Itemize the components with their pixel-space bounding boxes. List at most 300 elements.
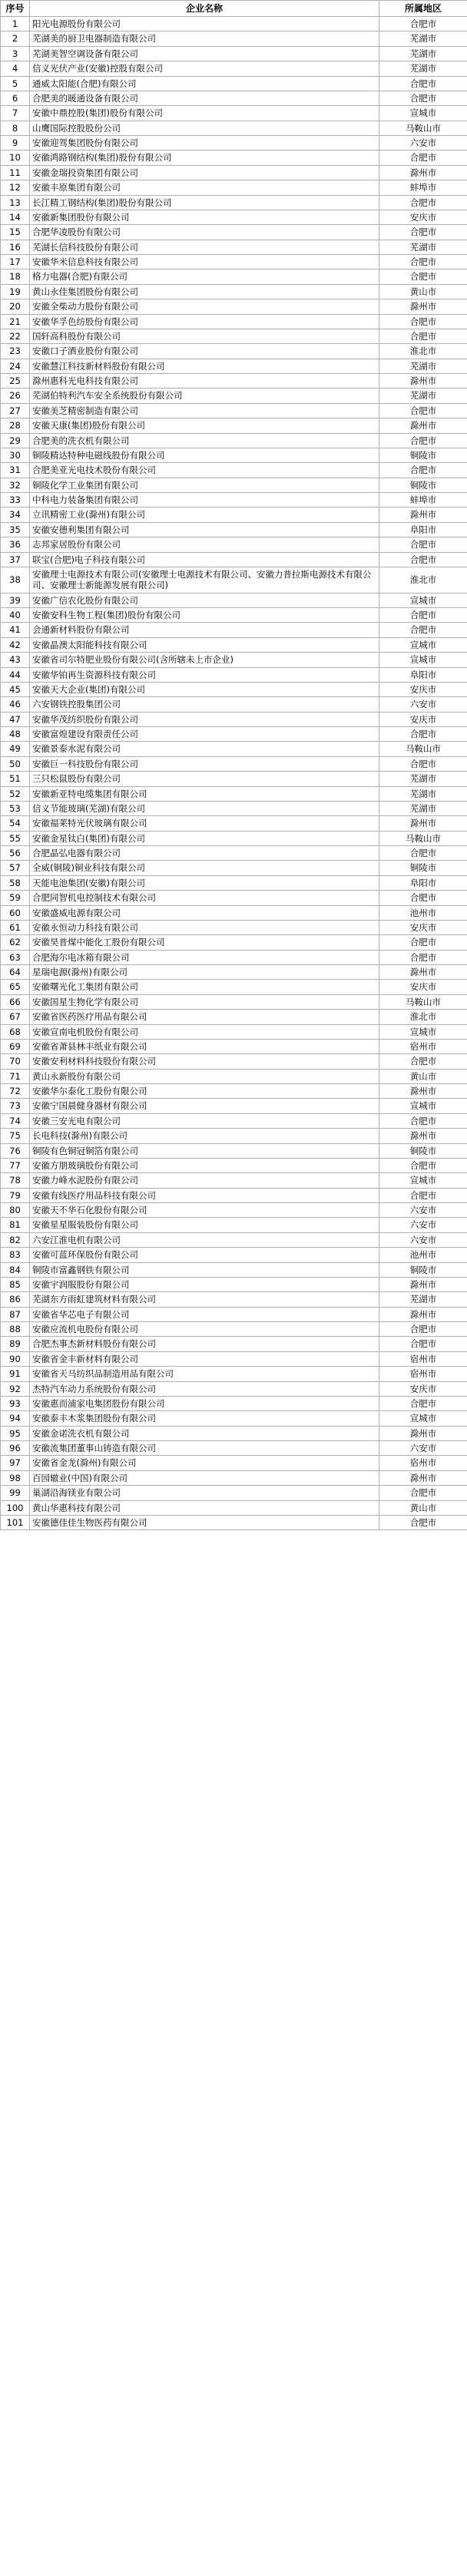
cell-region: 宿州市 xyxy=(379,1351,467,1366)
cell-enterprise-name: 安徽永恒动力科技有限公司 xyxy=(30,920,379,934)
cell-enterprise-name: 志邦家居股份有限公司 xyxy=(30,537,379,552)
cell-region: 合肥市 xyxy=(379,727,467,742)
cell-index: 12 xyxy=(1,180,30,195)
cell-index: 26 xyxy=(1,389,30,403)
cell-region: 滁州市 xyxy=(379,1129,467,1143)
cell-index: 41 xyxy=(1,623,30,637)
cell-region: 池州市 xyxy=(379,905,467,920)
cell-enterprise-name: 合肥华凌股份有限公司 xyxy=(30,225,379,240)
cell-index: 50 xyxy=(1,756,30,771)
cell-region: 铜陵市 xyxy=(379,1143,467,1158)
cell-region: 阜阳市 xyxy=(379,667,467,682)
cell-index: 4 xyxy=(1,61,30,76)
table-row xyxy=(1,463,467,478)
cell-enterprise-name: 合肥海尔电冰箱有限公司 xyxy=(30,950,379,964)
cell-index: 65 xyxy=(1,980,30,994)
cell-region: 六安市 xyxy=(379,1441,467,1456)
table-row xyxy=(1,801,467,815)
column-header-index: 序号 xyxy=(1,1,30,17)
cell-index: 9 xyxy=(1,136,30,150)
cell-index: 33 xyxy=(1,493,30,508)
cell-region: 合肥市 xyxy=(379,935,467,950)
cell-enterprise-name: 信义节能玻璃(芜湖)有限公司 xyxy=(30,801,379,815)
table-row xyxy=(1,1248,467,1262)
table-row xyxy=(1,121,467,135)
table-row xyxy=(1,1515,467,1529)
table-row xyxy=(1,1203,467,1218)
cell-region: 宣城市 xyxy=(379,106,467,121)
cell-region: 合肥市 xyxy=(379,623,467,637)
table-row xyxy=(1,637,467,652)
cell-enterprise-name: 巢湖沿海镁业有限公司 xyxy=(30,1486,379,1500)
cell-index: 38 xyxy=(1,567,30,593)
cell-index: 54 xyxy=(1,816,30,831)
cell-index: 77 xyxy=(1,1158,30,1172)
cell-index: 22 xyxy=(1,329,30,343)
cell-region: 安庆市 xyxy=(379,980,467,994)
table-row xyxy=(1,552,467,567)
cell-index: 6 xyxy=(1,91,30,105)
cell-index: 10 xyxy=(1,150,30,165)
cell-enterprise-name: 安徽宣南电机股份有限公司 xyxy=(30,1024,379,1039)
cell-enterprise-name: 合肥同智机电控制技术有限公司 xyxy=(30,891,379,905)
cell-region: 铜陵市 xyxy=(379,478,467,492)
cell-index: 62 xyxy=(1,935,30,950)
cell-region: 合肥市 xyxy=(379,846,467,861)
cell-index: 64 xyxy=(1,965,30,980)
table-row xyxy=(1,816,467,831)
cell-region: 滁州市 xyxy=(379,508,467,522)
table-row xyxy=(1,712,467,726)
cell-index: 43 xyxy=(1,653,30,667)
cell-enterprise-name: 长电科技(滁州)有限公司 xyxy=(30,1129,379,1143)
cell-index: 71 xyxy=(1,1069,30,1083)
cell-index: 70 xyxy=(1,1054,30,1069)
table-row xyxy=(1,1024,467,1039)
cell-enterprise-name: 安徽新集团股份有限公司 xyxy=(30,210,379,224)
table-row xyxy=(1,950,467,964)
table-row xyxy=(1,772,467,786)
table-row xyxy=(1,861,467,875)
cell-index: 39 xyxy=(1,593,30,607)
cell-enterprise-name: 安徽华铂再生资源科技有限公司 xyxy=(30,667,379,682)
cell-index: 92 xyxy=(1,1381,30,1396)
cell-index: 68 xyxy=(1,1024,30,1039)
cell-region: 六安市 xyxy=(379,136,467,150)
table-row xyxy=(1,905,467,920)
cell-region: 宣城市 xyxy=(379,653,467,667)
cell-enterprise-name: 安徽曙光化工集团有限公司 xyxy=(30,980,379,994)
cell-region: 滁州市 xyxy=(379,299,467,314)
cell-region: 安庆市 xyxy=(379,1381,467,1396)
cell-enterprise-name: 安徽金诺洗衣机有限公司 xyxy=(30,1426,379,1440)
cell-index: 32 xyxy=(1,478,30,492)
table-row xyxy=(1,359,467,373)
cell-region: 合肥市 xyxy=(379,891,467,905)
table-row xyxy=(1,682,467,696)
cell-region: 合肥市 xyxy=(379,1158,467,1172)
cell-enterprise-name: 芜湖东方雨虹建筑材料有限公司 xyxy=(30,1292,379,1307)
table-row xyxy=(1,1441,467,1456)
cell-enterprise-name: 安徽惠而浦家电集团股份有限公司 xyxy=(30,1396,379,1410)
cell-enterprise-name: 安徽流集团董事山铸造有限公司 xyxy=(30,1441,379,1456)
cell-enterprise-name: 合肥晶弘电器有限公司 xyxy=(30,846,379,861)
cell-index: 16 xyxy=(1,240,30,254)
table-row xyxy=(1,478,467,492)
cell-region: 合肥市 xyxy=(379,329,467,343)
cell-region: 合肥市 xyxy=(379,225,467,240)
cell-enterprise-name: 安徽省萧县林丰纸业有限公司 xyxy=(30,1039,379,1053)
cell-enterprise-name: 格力电器(合肥)有限公司 xyxy=(30,270,379,284)
table-row xyxy=(1,846,467,861)
table-row xyxy=(1,1173,467,1188)
cell-region: 铜陵市 xyxy=(379,1262,467,1277)
cell-region: 宣城市 xyxy=(379,593,467,607)
cell-enterprise-name: 安徽星星服装股份有限公司 xyxy=(30,1218,379,1232)
table-row xyxy=(1,980,467,994)
cell-region: 合肥市 xyxy=(379,1515,467,1529)
cell-enterprise-name: 安徽泰丰木浆集团股份有限公司 xyxy=(30,1411,379,1426)
cell-region: 宣城市 xyxy=(379,1024,467,1039)
cell-enterprise-name: 黄山永新股份有限公司 xyxy=(30,1069,379,1083)
cell-index: 87 xyxy=(1,1307,30,1321)
table-row xyxy=(1,965,467,980)
cell-index: 96 xyxy=(1,1441,30,1456)
cell-region: 宣城市 xyxy=(379,1411,467,1426)
table-row xyxy=(1,1129,467,1143)
cell-index: 23 xyxy=(1,344,30,359)
cell-region: 芜湖市 xyxy=(379,46,467,61)
cell-index: 24 xyxy=(1,359,30,373)
cell-index: 28 xyxy=(1,418,30,433)
cell-index: 37 xyxy=(1,552,30,567)
table-row xyxy=(1,210,467,224)
cell-enterprise-name: 安徽国星生物化学有限公司 xyxy=(30,994,379,1009)
cell-region: 合肥市 xyxy=(379,1337,467,1351)
cell-enterprise-name: 安徽丰原集团有限公司 xyxy=(30,180,379,195)
table-row xyxy=(1,1426,467,1440)
cell-enterprise-name: 安徽巨一科技股份有限公司 xyxy=(30,756,379,771)
table-row xyxy=(1,1351,467,1366)
cell-index: 90 xyxy=(1,1351,30,1366)
cell-region: 滁州市 xyxy=(379,1426,467,1440)
table-row xyxy=(1,891,467,905)
cell-enterprise-name: 安徽新亚特电缆集团有限公司 xyxy=(30,786,379,801)
cell-region: 合肥市 xyxy=(379,463,467,478)
cell-enterprise-name: 安徽盛威电源有限公司 xyxy=(30,905,379,920)
table-row xyxy=(1,225,467,240)
cell-region: 合肥市 xyxy=(379,608,467,623)
cell-enterprise-name: 安徽省司尔特肥业股份有限公司(含所辖未上市企业) xyxy=(30,653,379,667)
cell-enterprise-name: 百园辙业(中国)有限公司 xyxy=(30,1470,379,1485)
cell-region: 芜湖市 xyxy=(379,61,467,76)
cell-region: 蚌埠市 xyxy=(379,180,467,195)
table-row xyxy=(1,433,467,448)
cell-region: 合肥市 xyxy=(379,1396,467,1410)
table-row xyxy=(1,875,467,890)
cell-index: 66 xyxy=(1,994,30,1009)
cell-enterprise-name: 安徽晶澳太阳能科技有限公司 xyxy=(30,637,379,652)
table-row xyxy=(1,1054,467,1069)
cell-enterprise-name: 安徽华孚色纺股份有限公司 xyxy=(30,314,379,329)
cell-index: 67 xyxy=(1,1010,30,1024)
cell-region: 六安市 xyxy=(379,1232,467,1247)
cell-enterprise-name: 杰特汽车动力系统股份有限公司 xyxy=(30,1381,379,1396)
cell-index: 7 xyxy=(1,106,30,121)
table-row xyxy=(1,1069,467,1083)
cell-enterprise-name: 安徽方朋玻璃股份有限公司 xyxy=(30,1158,379,1172)
cell-enterprise-name: 安徽天康(集团)股份有限公司 xyxy=(30,418,379,433)
cell-region: 合肥市 xyxy=(379,91,467,105)
cell-index: 31 xyxy=(1,463,30,478)
cell-index: 85 xyxy=(1,1277,30,1291)
cell-index: 53 xyxy=(1,801,30,815)
table-row xyxy=(1,314,467,329)
table-row xyxy=(1,608,467,623)
cell-index: 60 xyxy=(1,905,30,920)
cell-region: 芜湖市 xyxy=(379,359,467,373)
table-row xyxy=(1,389,467,403)
cell-region: 滁州市 xyxy=(379,816,467,831)
cell-index: 57 xyxy=(1,861,30,875)
table-row xyxy=(1,567,467,593)
cell-index: 20 xyxy=(1,299,30,314)
table-row xyxy=(1,653,467,667)
table-row xyxy=(1,195,467,210)
table-row xyxy=(1,1292,467,1307)
cell-enterprise-name: 安徽安科生物工程(集团)股份有限公司 xyxy=(30,608,379,623)
cell-region: 芜湖市 xyxy=(379,772,467,786)
cell-enterprise-name: 铜陵市富鑫钢铁有限公司 xyxy=(30,1262,379,1277)
cell-enterprise-name: 信义光伏产业(安徽)控股有限公司 xyxy=(30,61,379,76)
table-row xyxy=(1,46,467,61)
cell-enterprise-name: 铜陵精达特种电磁线股份有限公司 xyxy=(30,448,379,462)
table-row xyxy=(1,106,467,121)
table-row xyxy=(1,1396,467,1410)
cell-region: 淮北市 xyxy=(379,1010,467,1024)
cell-enterprise-name: 安徽口子酒业股份有限公司 xyxy=(30,344,379,359)
cell-index: 48 xyxy=(1,727,30,742)
cell-enterprise-name: 立讯精密工业(滁州)有限公司 xyxy=(30,508,379,522)
table-row xyxy=(1,61,467,76)
cell-region: 马鞍山市 xyxy=(379,831,467,845)
table-row xyxy=(1,270,467,284)
cell-index: 35 xyxy=(1,522,30,537)
table-row xyxy=(1,180,467,195)
cell-region: 芜湖市 xyxy=(379,801,467,815)
cell-region: 芜湖市 xyxy=(379,786,467,801)
cell-index: 56 xyxy=(1,846,30,861)
cell-index: 21 xyxy=(1,314,30,329)
cell-enterprise-name: 安徽金星钛白(集团)有限公司 xyxy=(30,831,379,845)
cell-index: 61 xyxy=(1,920,30,934)
cell-enterprise-name: 山鹰国际控股股份公司 xyxy=(30,121,379,135)
cell-index: 89 xyxy=(1,1337,30,1351)
table-row xyxy=(1,1188,467,1202)
cell-index: 14 xyxy=(1,210,30,224)
cell-index: 40 xyxy=(1,608,30,623)
cell-enterprise-name: 星瑞电源(滁州)有限公司 xyxy=(30,965,379,980)
table-row xyxy=(1,493,467,508)
cell-enterprise-name: 安徽迎驾集团股份有限公司 xyxy=(30,136,379,150)
cell-index: 11 xyxy=(1,165,30,180)
cell-region: 马鞍山市 xyxy=(379,742,467,756)
cell-region: 合肥市 xyxy=(379,537,467,552)
table-row xyxy=(1,1099,467,1113)
cell-enterprise-name: 安徽广信农化股份有限公司 xyxy=(30,593,379,607)
cell-region: 芜湖市 xyxy=(379,240,467,254)
cell-index: 27 xyxy=(1,403,30,418)
cell-region: 合肥市 xyxy=(379,76,467,91)
cell-region: 滁州市 xyxy=(379,418,467,433)
cell-region: 安庆市 xyxy=(379,712,467,726)
cell-region: 安庆市 xyxy=(379,920,467,934)
cell-index: 13 xyxy=(1,195,30,210)
cell-enterprise-name: 芜湖美的厨卫电器制造有限公司 xyxy=(30,31,379,46)
cell-index: 49 xyxy=(1,742,30,756)
cell-enterprise-name: 安徽鸿路钢结构(集团)股份有限公司 xyxy=(30,150,379,165)
table-row xyxy=(1,1307,467,1321)
cell-index: 25 xyxy=(1,374,30,389)
cell-index: 59 xyxy=(1,891,30,905)
cell-region: 宣城市 xyxy=(379,637,467,652)
cell-enterprise-name: 安徽景泰水泥有限公司 xyxy=(30,742,379,756)
cell-region: 马鞍山市 xyxy=(379,121,467,135)
cell-enterprise-name: 安徽富煌建设有限责任公司 xyxy=(30,727,379,742)
cell-region: 六安市 xyxy=(379,697,467,712)
table-row xyxy=(1,1039,467,1053)
cell-index: 82 xyxy=(1,1232,30,1247)
cell-enterprise-name: 黄山永佳集团股份有限公司 xyxy=(30,284,379,299)
table-row xyxy=(1,17,467,31)
table-row xyxy=(1,299,467,314)
cell-enterprise-name: 安徽应流机电股份有限公司 xyxy=(30,1322,379,1337)
cell-region: 黄山市 xyxy=(379,1500,467,1515)
table-row xyxy=(1,240,467,254)
cell-region: 芜湖市 xyxy=(379,31,467,46)
cell-index: 97 xyxy=(1,1456,30,1470)
cell-region: 阜阳市 xyxy=(379,875,467,890)
cell-index: 29 xyxy=(1,433,30,448)
cell-enterprise-name: 安徽可蓝环保股份有限公司 xyxy=(30,1248,379,1262)
table-row xyxy=(1,1113,467,1128)
cell-region: 淮北市 xyxy=(379,344,467,359)
cell-enterprise-name: 安徽宁国晨健身器材有限公司 xyxy=(30,1099,379,1113)
cell-region: 合肥市 xyxy=(379,17,467,31)
table-row xyxy=(1,255,467,270)
cell-index: 8 xyxy=(1,121,30,135)
table-row xyxy=(1,697,467,712)
table-row xyxy=(1,1010,467,1024)
table-row xyxy=(1,831,467,845)
cell-enterprise-name: 联宝(合肥)电子科技有限公司 xyxy=(30,552,379,567)
table-row xyxy=(1,1411,467,1426)
cell-enterprise-name: 会通新材料股份有限公司 xyxy=(30,623,379,637)
cell-index: 80 xyxy=(1,1203,30,1218)
cell-enterprise-name: 滁州惠科光电科技有限公司 xyxy=(30,374,379,389)
table-row xyxy=(1,623,467,637)
cell-enterprise-name: 安徽三安光电有限公司 xyxy=(30,1113,379,1128)
table-row xyxy=(1,374,467,389)
table-row xyxy=(1,76,467,91)
cell-region: 滁州市 xyxy=(379,1470,467,1485)
cell-index: 95 xyxy=(1,1426,30,1440)
cell-enterprise-name: 阳光电源股份有限公司 xyxy=(30,17,379,31)
cell-region: 六安市 xyxy=(379,1203,467,1218)
cell-enterprise-name: 安徽理士电源技术有限公司(安徽理士电源技术有限公司、安徽力普拉斯电源技术有限公司、安徽理士新能源发展有限公司) xyxy=(30,567,379,593)
cell-enterprise-name: 安徽力峰水泥股份有限公司 xyxy=(30,1173,379,1188)
table-row xyxy=(1,344,467,359)
cell-region: 黄山市 xyxy=(379,1069,467,1083)
table-row xyxy=(1,1143,467,1158)
cell-enterprise-name: 安徽宇润服股份有限公司 xyxy=(30,1277,379,1291)
table-row xyxy=(1,1337,467,1351)
cell-enterprise-name: 安徽华尔泰化工股份有限公司 xyxy=(30,1084,379,1099)
table-row xyxy=(1,165,467,180)
cell-index: 44 xyxy=(1,667,30,682)
table-row xyxy=(1,329,467,343)
cell-enterprise-name: 铜陵化学工业集团有限公司 xyxy=(30,478,379,492)
cell-enterprise-name: 安徽安德利集团有限公司 xyxy=(30,522,379,537)
cell-region: 安庆市 xyxy=(379,210,467,224)
cell-region: 马鞍山市 xyxy=(379,994,467,1009)
table-row xyxy=(1,1277,467,1291)
cell-enterprise-name: 合肥杰事杰新材料股份有限公司 xyxy=(30,1337,379,1351)
table-row xyxy=(1,537,467,552)
cell-region: 滁州市 xyxy=(379,1277,467,1291)
cell-region: 宿州市 xyxy=(379,1456,467,1470)
cell-index: 91 xyxy=(1,1367,30,1381)
cell-enterprise-name: 安徽安利材料科技股份有限公司 xyxy=(30,1054,379,1069)
cell-index: 94 xyxy=(1,1411,30,1426)
cell-enterprise-name: 安徽中鼎控股(集团)股份有限公司 xyxy=(30,106,379,121)
table-row xyxy=(1,1232,467,1247)
cell-region: 滁州市 xyxy=(379,1307,467,1321)
cell-index: 63 xyxy=(1,950,30,964)
cell-region: 淮北市 xyxy=(379,567,467,593)
table-row xyxy=(1,593,467,607)
cell-region: 铜陵市 xyxy=(379,861,467,875)
cell-region: 合肥市 xyxy=(379,756,467,771)
cell-region: 滁州市 xyxy=(379,374,467,389)
table-row xyxy=(1,448,467,462)
cell-region: 宣城市 xyxy=(379,1173,467,1188)
cell-region: 合肥市 xyxy=(379,270,467,284)
cell-index: 2 xyxy=(1,31,30,46)
table-row xyxy=(1,1367,467,1381)
cell-index: 74 xyxy=(1,1113,30,1128)
table-header-row xyxy=(1,1,467,17)
table-row xyxy=(1,508,467,522)
cell-index: 101 xyxy=(1,1515,30,1529)
cell-index: 58 xyxy=(1,875,30,890)
cell-enterprise-name: 安徽全柴动力股份有限公司 xyxy=(30,299,379,314)
cell-region: 滁州市 xyxy=(379,165,467,180)
cell-region: 合肥市 xyxy=(379,150,467,165)
cell-index: 98 xyxy=(1,1470,30,1485)
cell-index: 78 xyxy=(1,1173,30,1188)
cell-region: 合肥市 xyxy=(379,255,467,270)
cell-index: 73 xyxy=(1,1099,30,1113)
cell-enterprise-name: 六安钢铁控股集团公司 xyxy=(30,697,379,712)
cell-enterprise-name: 安徽天大企业(集团)有限公司 xyxy=(30,682,379,696)
cell-index: 86 xyxy=(1,1292,30,1307)
cell-index: 52 xyxy=(1,786,30,801)
cell-region: 合肥市 xyxy=(379,314,467,329)
cell-enterprise-name: 芜湖伯特利汽车安全系统股份有限公司 xyxy=(30,389,379,403)
table-row xyxy=(1,284,467,299)
table-row xyxy=(1,786,467,801)
